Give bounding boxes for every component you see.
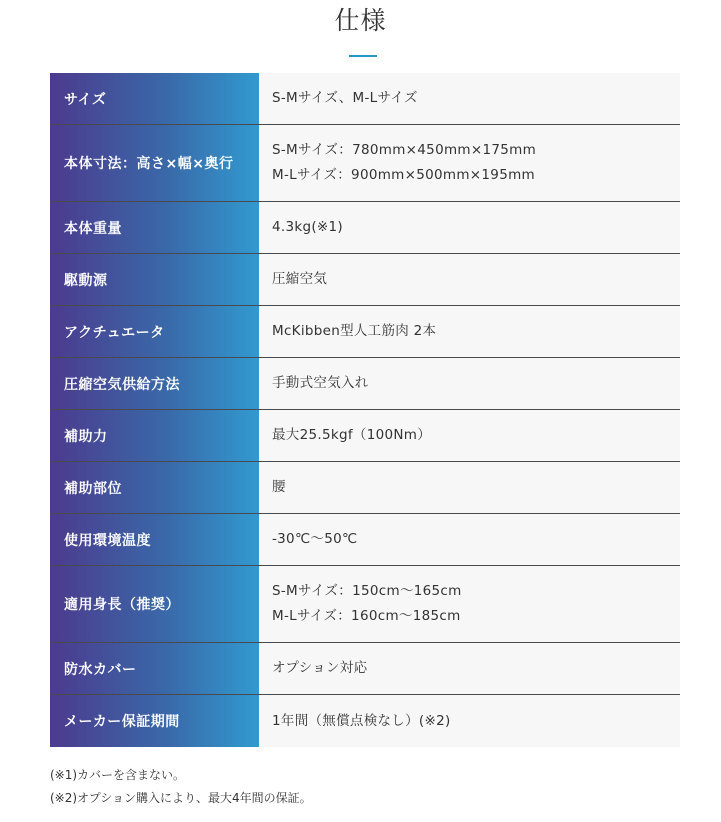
spec-value [259,358,680,409]
spec-value-line: 腰 [272,479,286,495]
spec-value [259,73,680,124]
spec-value-line: 4.3kg(※1) [272,219,343,235]
spec-label: 補助力 [50,410,259,461]
spec-label: アクチュエータ [50,306,259,357]
page-title: 仕様 [334,6,387,35]
title-underline [349,55,377,57]
spec-value-line: S-Mサイズ、M-Lサイズ [272,90,418,106]
spec-value-line: 1年間（無償点検なし）(※2) [272,712,451,729]
spec-value [259,202,680,253]
spec-row-weight [50,202,680,254]
spec-value [259,514,680,565]
spec-value-line: 最大25.5kgf（100Nm） [272,427,432,443]
spec-table [50,73,680,747]
spec-row-assist-force [50,410,680,462]
spec-row-size [50,73,680,125]
spec-row-waterproof-cover [50,643,680,695]
spec-value-line: M-Lサイズ：900mm×500mm×195mm [272,167,535,183]
spec-value [259,566,680,642]
spec-label: サイズ [50,73,259,124]
spec-label: 補助部位 [50,462,259,513]
spec-value [259,125,680,201]
spec-label: メーカー保証期間 [50,695,259,747]
spec-value [259,254,680,305]
footnotes [50,764,680,810]
spec-value-line: S-Mサイズ：150cm〜165cm [272,583,462,599]
spec-value-line: McKibben型人工筋肉 2本 [272,323,437,339]
spec-value [259,643,680,694]
spec-row-air-supply [50,358,680,410]
spec-value-line: 手動式空気入れ [272,375,369,391]
spec-value [259,695,680,747]
footnote: (※2)オプション購入により、最大4年間の保証。 [50,791,312,805]
spec-value-line: M-Lサイズ：160cm〜185cm [272,608,461,624]
spec-label: 駆動源 [50,254,259,305]
spec-row-actuator [50,306,680,358]
spec-label: 防水カバー [50,643,259,694]
footnote: (※1)カバーを含まない。 [50,768,186,782]
spec-value-line: 圧縮空気 [272,271,328,287]
spec-label: 本体重量 [50,202,259,253]
spec-label: 圧縮空気供給方法 [50,358,259,409]
spec-value-line: S-Mサイズ：780mm×450mm×175mm [272,142,537,158]
spec-row-warranty [50,695,680,747]
spec-label: 適用身長（推奨） [50,566,259,642]
spec-row-assist-area [50,462,680,514]
spec-value [259,306,680,357]
spec-row-dimensions [50,125,680,202]
spec-value [259,462,680,513]
spec-value-line: オプション対応 [272,660,368,676]
spec-row-height-range [50,566,680,643]
spec-row-temperature [50,514,680,566]
spec-label: 本体寸法：高さ×幅×奥行 [50,125,259,201]
spec-label: 使用環境温度 [50,514,259,565]
spec-value [259,410,680,461]
spec-row-power-source [50,254,680,306]
spec-value-line: -30℃〜50℃ [272,531,358,547]
